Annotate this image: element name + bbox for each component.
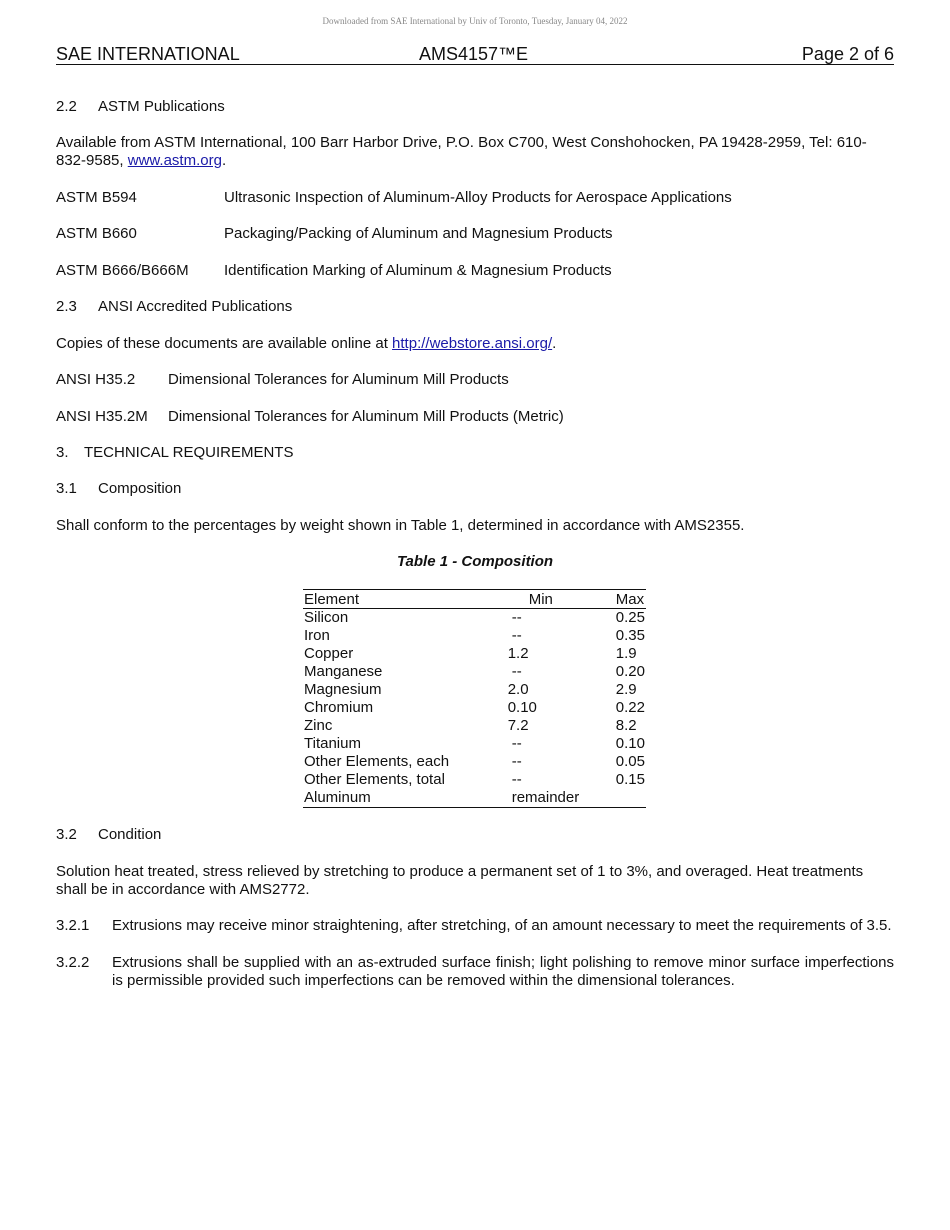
ref-title: Packaging/Packing of Aluminum and Magnesium Products (224, 225, 613, 242)
min-cell: 1.2 (507, 645, 529, 662)
section-title: TECHNICAL REQUIREMENTS (84, 444, 294, 461)
ref-code: ASTM B594 (56, 189, 137, 206)
min-cell: -- (511, 771, 522, 788)
astm-link[interactable]: www.astm.org (127, 152, 222, 169)
section-3-1-text: Shall conform to the percentages by weight shown in Table 1, determined in accordance with AMS2355. (56, 517, 745, 534)
column-header: Element (303, 590, 507, 609)
ansi-link[interactable]: http://webstore.ansi.org/ (392, 335, 553, 352)
max-cell (610, 789, 646, 808)
ref-code: ANSI H35.2M (56, 408, 148, 425)
subsection-text: Extrusions may receive minor straightening, after stretching, of an amount necessary to meet the requirements of 3.5. (112, 917, 892, 934)
section-title: ANSI Accredited Publications (98, 298, 293, 315)
table-row (303, 771, 646, 789)
min-cell: -- (511, 735, 522, 752)
table-row (303, 663, 646, 681)
max-cell: 1.9 (615, 645, 637, 662)
min-cell: -- (511, 663, 522, 680)
ref-title: Identification Marking of Aluminum & Magnesium Products (224, 262, 612, 279)
element-cell: Iron (304, 627, 330, 644)
section-2-2-heading (56, 98, 225, 115)
section-3-2-text: Solution heat treated, stress relieved by stretching to produce a permanent set of 1 to 3%, and overaged. Heat treatments shall be in accordance with AMS2772. (56, 863, 864, 898)
table-row (303, 717, 646, 735)
section-title: ASTM Publications (98, 98, 225, 115)
header-org: SAE INTERNATIONAL (56, 44, 240, 64)
element-cell: Silicon (304, 609, 349, 626)
header-page-number: Page 2 of 6 (801, 44, 894, 64)
ref-code: ANSI H35.2 (56, 371, 136, 388)
element-cell: Chromium (304, 699, 374, 716)
element-cell: Manganese (304, 663, 383, 680)
table-row (303, 627, 646, 645)
section-number: 2.2 (56, 98, 77, 115)
min-cell: -- (511, 753, 522, 770)
element-cell: Other Elements, each (304, 753, 450, 770)
table-title: Table 1 - Composition (396, 553, 554, 570)
column-header: Min (507, 590, 610, 609)
subsection-number: 3.2.2 (56, 954, 90, 971)
page-header (56, 44, 894, 65)
header-doc-number: AMS4157™E (419, 44, 529, 64)
section-3-2-heading (56, 826, 161, 843)
element-cell: Aluminum (303, 789, 507, 808)
table-row (303, 645, 646, 663)
section-3-1-heading (56, 480, 181, 497)
table-row (303, 753, 646, 771)
max-cell: 0.15 (615, 771, 645, 788)
section-2-2-text: Available from ASTM International, 100 Barr Harbor Drive, P.O. Box C700, West Conshohocken, PA 19428-2959, Tel: 610-832-9585, www.astm.org. (56, 134, 867, 169)
max-cell: 2.9 (615, 681, 637, 698)
section-number: 3.2 (56, 826, 77, 843)
min-cell: -- (511, 609, 522, 626)
element-cell: Magnesium (304, 681, 382, 698)
element-cell: Copper (304, 645, 354, 662)
ref-title: Dimensional Tolerances for Aluminum Mill Products (168, 371, 509, 388)
download-watermark: Downloaded from SAE International by Univ of Toronto, Tuesday, January 04, 2022 (322, 16, 628, 26)
section-number: 3.1 (56, 480, 77, 497)
max-cell: 0.22 (615, 699, 645, 716)
astm-address: Available from ASTM International, 100 Barr Harbor Drive, P.O. Box C700, West Conshohocken, PA 19428-2959, Tel: 610-832-9585, (56, 134, 867, 169)
element-cell: Titanium (304, 735, 361, 752)
table-header-row (303, 590, 646, 609)
min-cell: -- (511, 627, 522, 644)
element-cell: Other Elements, total (304, 771, 445, 788)
table-row (303, 735, 646, 753)
column-header: Max (610, 590, 646, 609)
table-row (303, 699, 646, 717)
subsection-number: 3.2.1 (56, 917, 90, 934)
max-cell: 0.10 (615, 735, 645, 752)
ansi-availability: Copies of these documents are available online at (56, 335, 393, 352)
max-cell: 0.20 (615, 663, 645, 680)
section-number: 2.3 (56, 298, 77, 315)
max-cell: 0.05 (615, 753, 645, 770)
table-row (303, 609, 646, 628)
section-title: Condition (98, 826, 162, 843)
max-cell: 0.35 (615, 627, 645, 644)
min-cell: 0.10 (507, 699, 537, 716)
ref-code: ASTM B666/B666M (56, 262, 189, 279)
ref-code: ASTM B660 (56, 225, 137, 242)
table-row (303, 789, 646, 808)
ref-title: Ultrasonic Inspection of Aluminum-Alloy Products for Aerospace Applications (224, 189, 732, 206)
section-2-3-text: Copies of these documents are available online at http://webstore.ansi.org/. (56, 335, 557, 352)
ref-title: Dimensional Tolerances for Aluminum Mill Products (Metric) (168, 408, 564, 425)
subsection-text: Extrusions shall be supplied with an as-extruded surface finish; light polishing to remove minor surface imperfections is permissible provided such imperfections can be removed within the dimensional tolerances. (112, 954, 894, 989)
section-number: 3. (56, 444, 69, 461)
section-title: Composition (98, 480, 182, 497)
composition-table (303, 589, 646, 808)
max-cell: 8.2 (615, 717, 637, 734)
min-cell: remainder (507, 789, 610, 808)
min-cell: 7.2 (507, 717, 529, 734)
section-3-heading (56, 444, 293, 461)
max-cell: 0.25 (615, 609, 645, 626)
section-2-3-heading (56, 298, 292, 315)
table-row (303, 681, 646, 699)
element-cell: Zinc (304, 717, 333, 734)
min-cell: 2.0 (507, 681, 529, 698)
